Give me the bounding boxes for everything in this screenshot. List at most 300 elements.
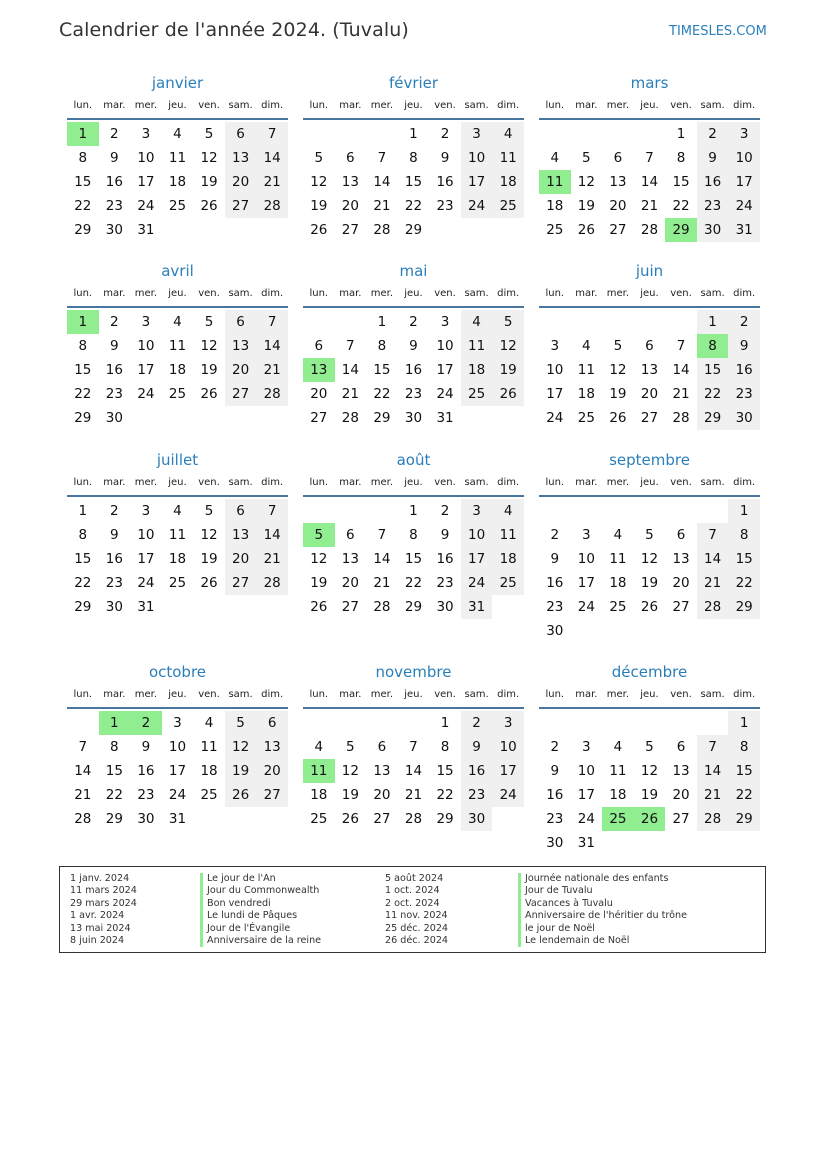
day-cell: 22	[74, 386, 92, 402]
day-cell: 17	[461, 170, 493, 194]
weekday-label: ven.	[434, 477, 456, 488]
month-6	[67, 449, 288, 619]
month-11	[539, 661, 760, 855]
day-cell: 4	[173, 126, 182, 142]
holiday-day: 1	[67, 310, 99, 334]
day-cell: 31	[728, 218, 760, 242]
day-cell: 15	[672, 174, 690, 190]
month-0	[67, 72, 288, 242]
empty-cell	[634, 499, 666, 523]
day-cell: 25	[168, 386, 187, 402]
day-cell: 10	[168, 739, 187, 755]
day-cell: 8	[728, 523, 760, 547]
day-cell: 14	[74, 763, 92, 779]
weekday-label: mar.	[575, 100, 598, 111]
weekday-label: mar.	[103, 477, 126, 488]
day-cell: 12	[200, 527, 218, 543]
weekday-label: dim.	[733, 100, 756, 111]
weekday-label: ven.	[198, 477, 220, 488]
day-cell: 25	[168, 198, 187, 214]
day-cell: 8	[377, 338, 387, 354]
legend-name: Le lendemain de Noël	[525, 934, 630, 946]
weekday-label: lun.	[545, 288, 565, 299]
day-cell: 26	[200, 198, 218, 214]
day-cell: 17	[492, 759, 524, 783]
day-cell: 27	[373, 811, 391, 827]
day-cell: 19	[200, 551, 218, 567]
day-cell: 26	[225, 783, 257, 807]
day-cell: 30	[105, 599, 123, 615]
day-cell: 7	[256, 122, 288, 146]
day-cell: 16	[436, 551, 454, 567]
day-cell: 9	[141, 739, 151, 755]
day-cell: 3	[582, 527, 591, 543]
empty-cell	[303, 122, 335, 146]
empty-cell	[634, 310, 666, 334]
day-cell: 7	[78, 739, 88, 755]
day-cell: 16	[728, 358, 760, 382]
day-grid	[539, 122, 760, 242]
day-grid	[539, 499, 760, 643]
day-cell: 21	[256, 358, 288, 382]
legend-name: Anniversaire de la reine	[207, 934, 322, 946]
weekday-label: ven.	[434, 288, 456, 299]
day-cell: 27	[672, 811, 690, 827]
day-cell: 8	[78, 338, 88, 354]
weekday-label: mer.	[134, 689, 158, 700]
day-cell: 25	[461, 382, 493, 406]
day-cell: 30	[105, 410, 123, 426]
day-cell: 1	[728, 499, 760, 523]
day-cell: 11	[609, 763, 627, 779]
day-cell: 1	[409, 126, 418, 142]
day-cell: 27	[310, 410, 328, 426]
day-cell: 2	[440, 503, 450, 519]
weekday-label: mer.	[134, 288, 158, 299]
weekday-header	[67, 475, 288, 497]
empty-cell	[366, 122, 398, 146]
day-cell: 24	[137, 386, 155, 402]
day-cell: 5	[582, 150, 591, 166]
weekday-label: mer.	[606, 288, 630, 299]
empty-cell	[697, 499, 729, 523]
day-cell: 15	[404, 551, 423, 567]
weekday-header	[67, 98, 288, 120]
legend-date: 29 mars 2024	[70, 897, 137, 909]
day-cell: 12	[200, 338, 218, 354]
day-cell: 12	[640, 763, 659, 779]
weekday-label: mar.	[575, 288, 598, 299]
weekday-label: sam.	[464, 477, 489, 488]
day-cell: 4	[492, 499, 524, 523]
weekday-label: mer.	[370, 477, 394, 488]
day-cell: 7	[256, 310, 288, 334]
weekday-label: sam.	[464, 689, 489, 700]
day-cell: 30	[436, 599, 454, 615]
day-cell: 23	[137, 787, 155, 803]
weekday-label: jeu.	[168, 100, 187, 111]
weekday-header	[303, 98, 524, 120]
day-cell: 18	[609, 575, 627, 591]
day-cell: 26	[310, 222, 328, 238]
day-cell: 3	[461, 499, 493, 523]
day-cell: 14	[341, 362, 359, 378]
day-cell: 23	[728, 382, 760, 406]
legend-dates-right	[385, 873, 448, 947]
day-cell: 22	[697, 382, 729, 406]
day-cell: 17	[137, 362, 155, 378]
day-cell: 1	[676, 126, 686, 142]
day-cell: 29	[74, 599, 92, 615]
day-cell: 16	[137, 763, 155, 779]
weekday-header	[539, 98, 760, 120]
weekday-label: sam.	[700, 100, 725, 111]
day-cell: 17	[168, 763, 187, 779]
day-cell: 2	[440, 126, 450, 142]
day-cell: 17	[461, 547, 493, 571]
weekday-header	[303, 475, 524, 497]
day-cell: 30	[461, 807, 493, 831]
weekday-label: ven.	[670, 100, 692, 111]
day-cell: 6	[613, 150, 623, 166]
day-cell: 25	[492, 194, 524, 218]
day-cell: 9	[550, 763, 560, 779]
day-cell: 6	[256, 711, 288, 735]
weekday-label: lun.	[73, 689, 93, 700]
day-cell: 3	[173, 715, 182, 731]
day-cell: 28	[672, 410, 690, 426]
day-cell: 23	[436, 198, 454, 214]
day-cell: 3	[492, 711, 524, 735]
day-cell: 28	[341, 410, 359, 426]
month-9	[67, 661, 288, 831]
weekday-label: ven.	[198, 288, 220, 299]
month-10	[303, 661, 524, 831]
day-cell: 3	[550, 338, 560, 354]
day-cell: 18	[200, 763, 218, 779]
day-cell: 14	[697, 759, 729, 783]
day-cell: 13	[373, 763, 391, 779]
day-cell: 4	[613, 527, 623, 543]
day-cell: 28	[373, 222, 391, 238]
day-cell: 4	[461, 310, 493, 334]
legend-date: 11 nov. 2024	[385, 910, 448, 922]
day-cell: 7	[346, 338, 355, 354]
day-cell: 28	[256, 194, 288, 218]
weekday-label: lun.	[545, 100, 565, 111]
weekday-label: dim.	[733, 477, 756, 488]
weekday-label: dim.	[261, 477, 284, 488]
day-cell: 22	[404, 575, 423, 591]
month-4	[303, 260, 524, 430]
day-cell: 2	[728, 310, 760, 334]
day-cell: 3	[440, 314, 450, 330]
day-cell: 10	[728, 146, 760, 170]
day-cell: 16	[404, 362, 423, 378]
day-cell: 13	[341, 551, 359, 567]
weekday-label: sam.	[228, 100, 253, 111]
weekday-label: sam.	[228, 288, 253, 299]
weekday-label: lun.	[545, 477, 565, 488]
day-cell: 18	[609, 787, 627, 803]
month-8	[539, 449, 760, 643]
day-cell: 24	[492, 783, 524, 807]
day-cell: 9	[461, 735, 493, 759]
day-cell: 7	[645, 150, 654, 166]
day-cell: 30	[404, 410, 423, 426]
legend-names-left	[200, 873, 321, 947]
day-cell: 9	[110, 150, 119, 166]
day-cell: 24	[137, 198, 155, 214]
day-cell: 8	[78, 527, 88, 543]
day-cell: 21	[256, 170, 288, 194]
day-cell: 31	[168, 811, 187, 827]
day-cell: 6	[676, 527, 686, 543]
weekday-label: sam.	[700, 288, 725, 299]
day-cell: 26	[577, 222, 595, 238]
empty-cell	[539, 499, 571, 523]
empty-cell	[665, 499, 697, 523]
day-cell: 19	[310, 575, 328, 591]
day-cell: 6	[676, 739, 686, 755]
legend-name: le jour de Noël	[525, 922, 595, 934]
day-cell: 12	[492, 334, 524, 358]
weekday-label: sam.	[464, 100, 489, 111]
day-cell: 21	[341, 386, 359, 402]
day-cell: 21	[672, 386, 690, 402]
day-cell: 18	[310, 787, 328, 803]
day-cell: 9	[728, 334, 760, 358]
legend-date: 2 oct. 2024	[385, 897, 440, 909]
weekday-label: sam.	[700, 689, 725, 700]
day-cell: 14	[404, 763, 423, 779]
day-cell: 27	[225, 194, 257, 218]
day-cell: 5	[204, 503, 214, 519]
day-cell: 13	[225, 334, 257, 358]
day-grid	[67, 122, 288, 242]
legend-name: Bon vendredi	[207, 897, 271, 909]
day-cell: 14	[640, 174, 659, 190]
day-cell: 11	[461, 334, 493, 358]
day-cell: 20	[225, 547, 257, 571]
day-cell: 23	[461, 783, 493, 807]
day-cell: 14	[256, 146, 288, 170]
holiday-day: 1	[99, 711, 131, 735]
empty-cell	[697, 711, 729, 735]
day-cell: 16	[105, 362, 123, 378]
day-grid	[539, 310, 760, 430]
month-name: février	[388, 74, 439, 92]
day-cell: 2	[110, 503, 119, 519]
day-cell: 23	[105, 386, 123, 402]
day-cell: 22	[74, 198, 92, 214]
day-cell: 5	[346, 739, 355, 755]
day-grid	[67, 711, 288, 831]
day-cell: 2	[461, 711, 493, 735]
day-cell: 19	[310, 198, 328, 214]
empty-cell	[602, 310, 634, 334]
day-cell: 19	[492, 358, 524, 382]
empty-cell	[335, 499, 367, 523]
weekday-label: lun.	[309, 477, 329, 488]
day-cell: 19	[577, 198, 595, 214]
day-cell: 29	[74, 410, 92, 426]
empty-cell	[335, 711, 367, 735]
holiday-day: 5	[303, 523, 335, 547]
day-cell: 22	[728, 571, 760, 595]
day-cell: 1	[728, 711, 760, 735]
day-cell: 24	[577, 811, 595, 827]
day-cell: 7	[697, 523, 729, 547]
empty-cell	[303, 711, 335, 735]
day-cell: 25	[200, 787, 218, 803]
weekday-label: ven.	[198, 689, 220, 700]
weekday-label: mar.	[103, 689, 126, 700]
day-cell: 15	[105, 763, 123, 779]
day-cell: 21	[697, 571, 729, 595]
day-cell: 15	[74, 362, 92, 378]
day-cell: 22	[436, 787, 454, 803]
day-cell: 29	[105, 811, 123, 827]
holiday-day: 29	[665, 218, 697, 242]
day-cell: 10	[577, 551, 595, 567]
holiday-day: 26	[634, 807, 666, 831]
weekday-label: lun.	[309, 100, 329, 111]
day-cell: 7	[377, 150, 387, 166]
weekday-header	[539, 286, 760, 308]
day-cell: 13	[341, 174, 359, 190]
day-cell: 31	[137, 222, 155, 238]
day-cell: 23	[436, 575, 454, 591]
day-cell: 13	[609, 174, 627, 190]
site-link[interactable]: TIMESLES.COM	[669, 24, 767, 39]
empty-cell	[366, 499, 398, 523]
month-7	[303, 449, 524, 619]
weekday-header	[539, 687, 760, 709]
day-grid	[67, 499, 288, 619]
weekday-label: dim.	[497, 100, 520, 111]
day-cell: 6	[225, 122, 257, 146]
day-cell: 27	[672, 599, 690, 615]
day-cell: 9	[550, 551, 560, 567]
empty-cell	[67, 711, 99, 735]
month-name: octobre	[148, 663, 207, 681]
empty-cell	[602, 499, 634, 523]
day-cell: 14	[697, 547, 729, 571]
day-cell: 26	[200, 575, 218, 591]
day-cell: 24	[461, 194, 493, 218]
day-cell: 8	[409, 150, 418, 166]
day-cell: 4	[314, 739, 324, 755]
day-cell: 28	[256, 382, 288, 406]
day-cell: 12	[310, 551, 328, 567]
day-cell: 10	[546, 362, 564, 378]
day-cell: 9	[409, 338, 418, 354]
legend-date: 8 juin 2024	[70, 934, 125, 946]
day-cell: 26	[640, 599, 659, 615]
day-cell: 21	[373, 575, 391, 591]
day-cell: 25	[546, 222, 564, 238]
month-name: avril	[161, 262, 194, 280]
day-cell: 7	[697, 735, 729, 759]
day-cell: 24	[168, 787, 187, 803]
empty-cell	[335, 310, 367, 334]
legend-date: 25 déc. 2024	[385, 922, 449, 934]
day-cell: 18	[492, 547, 524, 571]
day-cell: 19	[609, 386, 627, 402]
weekday-label: jeu.	[640, 477, 659, 488]
empty-cell	[539, 310, 571, 334]
day-cell: 15	[74, 551, 92, 567]
day-cell: 31	[137, 599, 155, 615]
weekday-label: ven.	[434, 689, 456, 700]
day-cell: 27	[341, 599, 359, 615]
day-cell: 29	[697, 406, 729, 430]
day-grid	[67, 310, 288, 430]
day-cell: 23	[546, 599, 564, 615]
day-cell: 31	[461, 595, 493, 619]
legend-name: Vacances à Tuvalu	[525, 897, 613, 909]
day-cell: 12	[341, 763, 359, 779]
day-cell: 1	[78, 503, 88, 519]
empty-cell	[665, 310, 697, 334]
day-cell: 28	[256, 571, 288, 595]
weekday-label: mar.	[103, 100, 126, 111]
weekday-header	[303, 687, 524, 709]
day-cell: 18	[168, 174, 187, 190]
day-cell: 30	[728, 406, 760, 430]
holiday-day: 13	[303, 358, 335, 382]
day-cell: 30	[137, 811, 155, 827]
day-cell: 15	[404, 174, 423, 190]
weekday-label: jeu.	[404, 689, 423, 700]
day-cell: 10	[137, 527, 155, 543]
day-cell: 7	[377, 527, 387, 543]
day-cell: 16	[697, 170, 729, 194]
day-cell: 20	[341, 575, 359, 591]
day-cell: 12	[577, 174, 595, 190]
day-cell: 8	[110, 739, 119, 755]
legend-date: 1 oct. 2024	[385, 885, 440, 897]
day-cell: 10	[461, 146, 493, 170]
day-cell: 11	[168, 527, 187, 543]
day-cell: 20	[225, 358, 257, 382]
weekday-label: mer.	[370, 689, 394, 700]
day-cell: 8	[78, 150, 88, 166]
weekday-label: ven.	[670, 689, 692, 700]
day-cell: 5	[204, 314, 214, 330]
day-cell: 24	[728, 194, 760, 218]
weekday-label: dim.	[733, 689, 756, 700]
day-cell: 22	[404, 198, 423, 214]
day-cell: 24	[137, 575, 155, 591]
day-cell: 2	[697, 122, 729, 146]
day-cell: 22	[74, 575, 92, 591]
month-name: mars	[630, 74, 669, 92]
month-name: septembre	[609, 451, 690, 469]
weekday-label: ven.	[670, 477, 692, 488]
day-cell: 16	[546, 787, 564, 803]
day-cell: 31	[577, 835, 595, 851]
month-name: juillet	[156, 451, 199, 469]
day-cell: 20	[640, 386, 659, 402]
weekday-label: lun.	[545, 689, 565, 700]
day-cell: 14	[256, 523, 288, 547]
day-cell: 17	[436, 362, 454, 378]
day-cell: 16	[105, 551, 123, 567]
day-cell: 28	[697, 807, 729, 831]
day-cell: 13	[225, 523, 257, 547]
